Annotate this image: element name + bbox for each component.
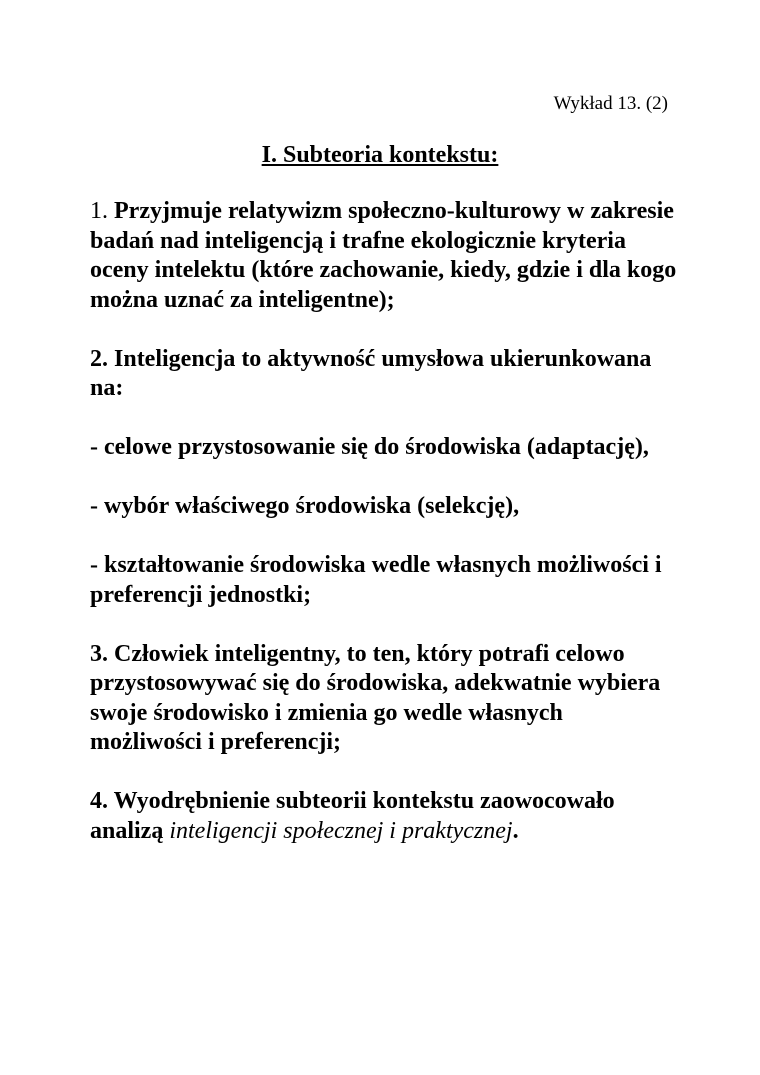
bullet-adaptation: - celowe przystosowanie się do środowiska (adaptację), <box>90 434 649 460</box>
bullet-shaping: - kształtowanie środowiska wedle własnych możliwości i preferencji jednostki; <box>90 552 662 608</box>
paragraph-2: 2. Inteligencja to aktywność umysłowa ukierunkowana na: <box>90 345 652 401</box>
paragraph-4-prefix: 4. Wyodrębnienie subteorii kontekstu zaowocowało analizą <box>90 788 615 844</box>
lecture-label: Wykład 13. (2) <box>553 93 668 114</box>
section-title: I. Subteoria kontekstu: <box>261 142 499 168</box>
bullet-selection: - wybór właściwego środowiska (selekcję), <box>90 493 520 519</box>
paragraph-1-number: 1. <box>90 198 108 224</box>
paragraph-4 <box>90 787 680 846</box>
paragraph-4-italic: inteligencji społecznej i praktycznej <box>169 817 513 844</box>
document-body <box>90 197 680 876</box>
paragraph-3: 3. Człowiek inteligentny, to ten, który potrafi celowo przystosowywać się do środowiska, adekwatnie wybiera swoje środowisko i zmienia go wedle własnych możliwości i preferencji; <box>90 640 661 755</box>
paragraph-1-text: Przyjmuje relatywizm społeczno-kulturowy w zakresie badań nad inteligencją i trafne ekologicznie kryteria oceny intelektu (które zachowanie, kiedy, gdzie i dla kogo można uznać za inteligentne); <box>90 198 677 313</box>
paragraph-1 <box>90 197 680 315</box>
paragraph-4-suffix: . <box>512 817 519 844</box>
